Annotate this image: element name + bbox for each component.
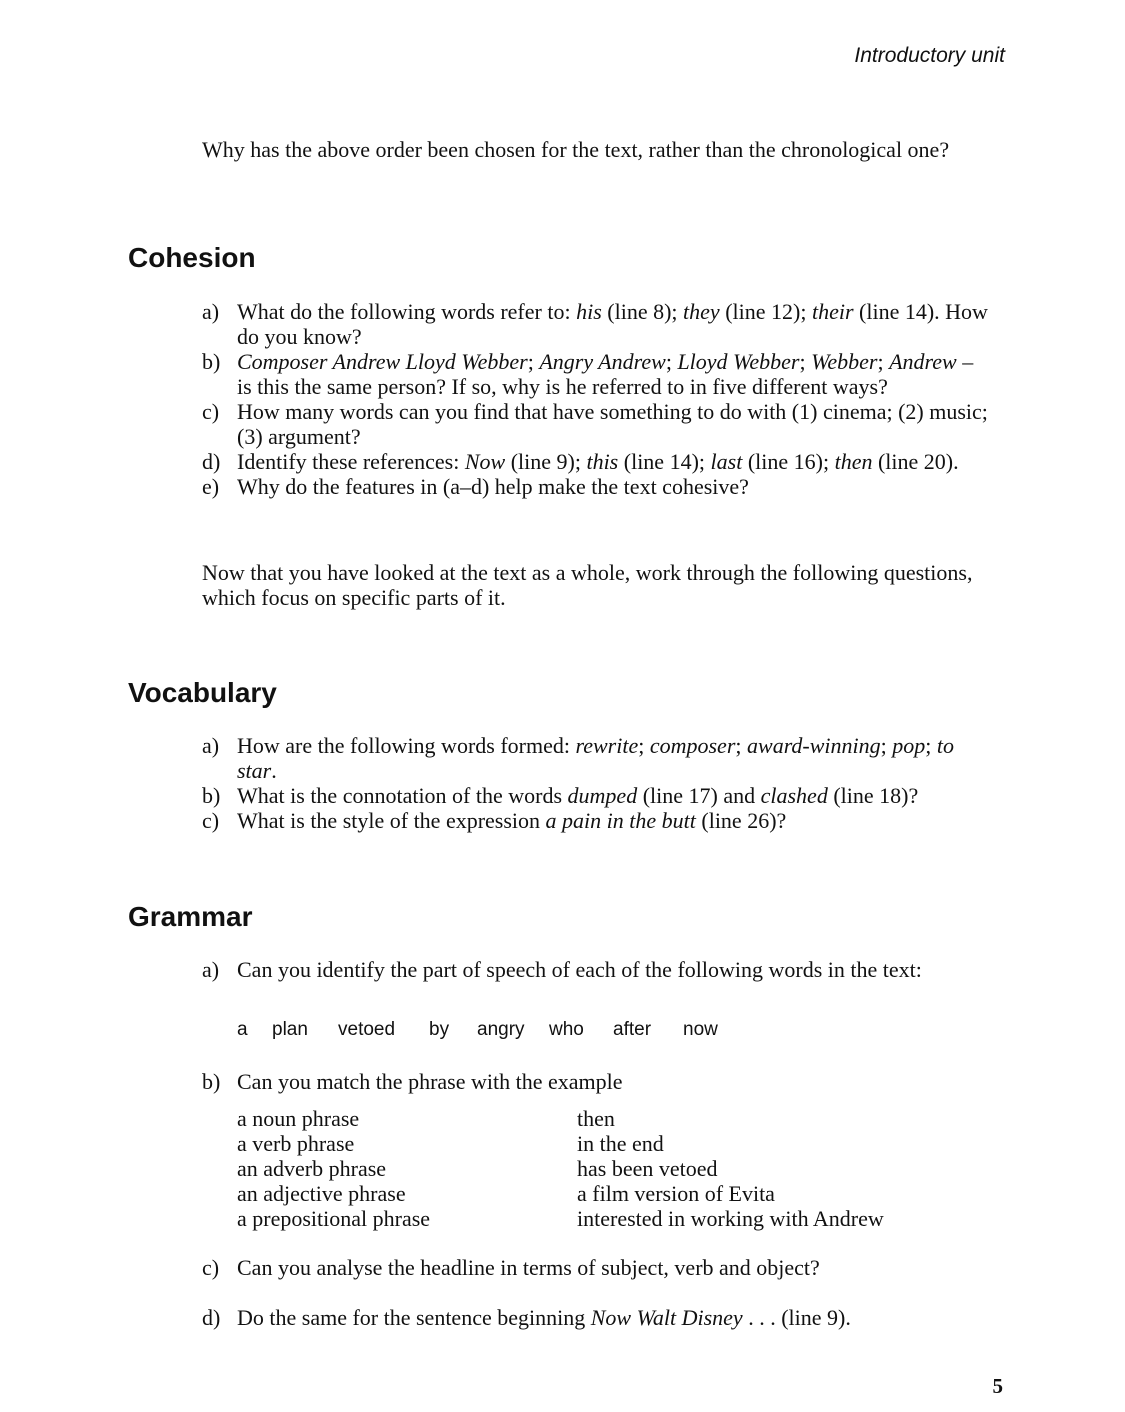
cohesion-question-a: a) What do the following words refer to: his (line 8); they (line 12); their (line 14). How do you know?	[202, 299, 988, 349]
matching-row	[237, 1106, 997, 1131]
grammar-question-b-list	[202, 1069, 992, 1094]
phrase-type: an adverb phrase	[237, 1156, 387, 1181]
item-letter: d)	[202, 449, 221, 474]
item-letter: d)	[202, 1305, 221, 1330]
word-item: angry	[477, 1019, 525, 1040]
item-letter: a)	[202, 299, 220, 324]
vocabulary-questions	[202, 733, 992, 833]
cohesion-question-e: e) Why do the features in (a–d) help make the text cohesive?	[202, 474, 749, 499]
transition-paragraph: Now that you have looked at the text as a whole, work through the following questions, which focus on specific parts of it.	[202, 560, 973, 610]
phrase-type: a noun phrase	[237, 1106, 360, 1131]
intro-question: Why has the above order been chosen for the text, rather than the chronological one?	[202, 137, 950, 162]
word-item: after	[613, 1019, 652, 1040]
grammar-question-c-list	[202, 1255, 992, 1280]
cohesion-question-c: c) How many words can you find that have something to do with (1) cinema; (2) music; (3) argument?	[202, 399, 988, 449]
cohesion-question-d: d) Identify these references: Now (line 9); this (line 14); last (line 16); then (line 20).	[202, 449, 959, 474]
vocabulary-heading: Vocabulary	[128, 677, 277, 708]
vocabulary-question-a: a) How are the following words formed: rewrite; composer; award-winning; pop; to star.	[202, 733, 955, 783]
word-list	[237, 1019, 718, 1041]
word-item: who	[549, 1019, 584, 1040]
grammar-question-d-list	[202, 1305, 992, 1330]
grammar-question-a: a) Can you identify the part of speech of each of the following words in the text:	[202, 957, 922, 982]
cohesion-question-b: b) Composer Andrew Lloyd Webber; Angry Andrew; Lloyd Webber; Webber; Andrew – is this the same person? If so, why is he referred to in five different ways?	[202, 349, 974, 399]
item-letter: c)	[202, 399, 220, 424]
grammar-question-c: c) Can you analyse the headline in terms of subject, verb and object?	[202, 1255, 820, 1280]
matching-row	[237, 1131, 997, 1156]
matching-row	[237, 1181, 997, 1206]
phrase-type: an adjective phrase	[237, 1181, 406, 1206]
word-item: by	[429, 1019, 450, 1040]
matching-row	[237, 1156, 997, 1181]
item-letter: a)	[202, 733, 220, 758]
item-letter: e)	[202, 474, 220, 499]
grammar-heading: Grammar	[128, 901, 253, 932]
word-item: plan	[272, 1019, 308, 1040]
item-letter: b)	[202, 349, 221, 374]
phrase-example: then	[577, 1106, 615, 1131]
matching-table	[237, 1106, 997, 1231]
page-number: 5	[992, 1374, 1003, 1398]
item-letter: c)	[202, 808, 220, 833]
cohesion-heading: Cohesion	[128, 242, 256, 273]
running-head: Introductory unit	[854, 44, 1005, 67]
grammar-question-d: d) Do the same for the sentence beginning Now Walt Disney . . . (line 9).	[202, 1305, 851, 1330]
item-letter: b)	[202, 783, 221, 808]
phrase-example: interested in working with Andrew	[577, 1206, 884, 1231]
phrase-type: a verb phrase	[237, 1131, 355, 1156]
phrase-example: a film version of Evita	[577, 1181, 775, 1206]
item-letter: c)	[202, 1255, 220, 1280]
word-item: now	[683, 1019, 718, 1040]
word-item: a	[237, 1019, 248, 1040]
vocabulary-question-b: b) What is the connotation of the words dumped (line 17) and clashed (line 18)?	[202, 783, 919, 808]
vocabulary-question-c: c) What is the style of the expression a pain in the butt (line 26)?	[202, 808, 787, 833]
matching-row	[237, 1206, 997, 1231]
grammar-question-a-list	[202, 957, 992, 982]
phrase-example: in the end	[577, 1131, 664, 1156]
cohesion-questions	[202, 299, 992, 499]
word-item: vetoed	[338, 1019, 396, 1040]
phrase-type: a prepositional phrase	[237, 1206, 431, 1231]
item-letter: b)	[202, 1069, 221, 1094]
phrase-example: has been vetoed	[577, 1156, 718, 1181]
grammar-question-b: b) Can you match the phrase with the example	[202, 1069, 623, 1094]
item-letter: a)	[202, 957, 220, 982]
